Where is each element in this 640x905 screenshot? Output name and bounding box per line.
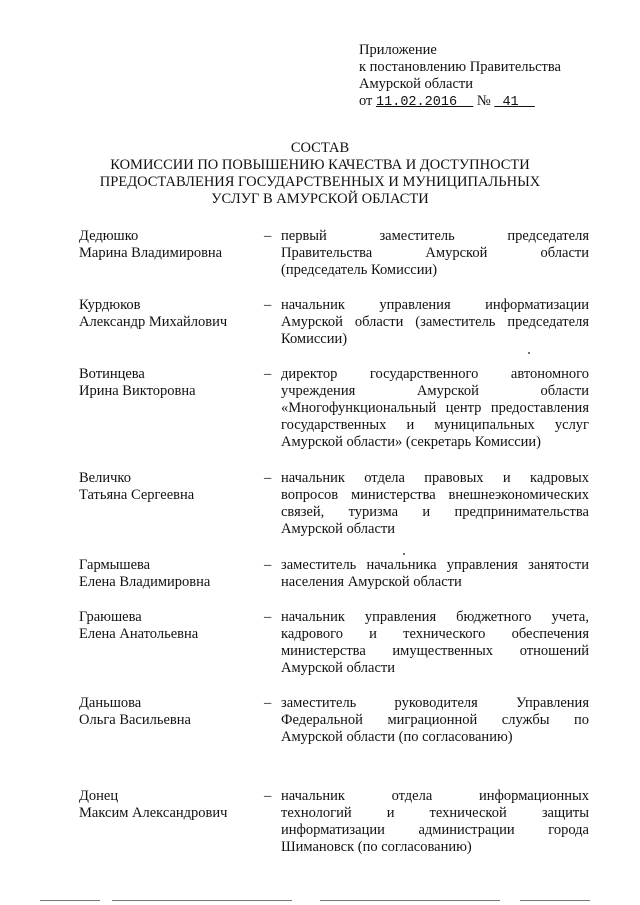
member-name [79, 470, 259, 504]
member-given-name: Елена Владимировна [79, 574, 211, 590]
member-name [79, 557, 259, 591]
position-line: информатизации администрации города [281, 822, 589, 838]
position-line: министерства имущественных отношений [281, 643, 589, 659]
member-given-name: Елена Анатольевна [79, 626, 199, 642]
position-line: начальник отдела правовых и кадровых [281, 470, 589, 486]
member-name [79, 366, 259, 400]
document-title [60, 140, 580, 208]
position-line: связей, туризма и предпринимательства [281, 504, 589, 520]
position-line: вопросов министерства внешнеэкономических [281, 487, 589, 503]
member-given-name: Максим Александрович [79, 805, 228, 821]
member-position [281, 228, 589, 279]
position-line: заместитель руководителя Управления [281, 695, 589, 711]
position-line: Шимановск (по согласованию) [281, 839, 472, 855]
scan-speck [403, 553, 405, 555]
footer-rule [40, 900, 100, 901]
position-line: Комиссии) [281, 331, 348, 347]
member-dash: – [264, 366, 272, 382]
position-line: начальник управления информатизации [281, 297, 589, 313]
member-given-name: Татьяна Сергеевна [79, 487, 195, 503]
title-line-4: УСЛУГ В АМУРСКОЙ ОБЛАСТИ [211, 191, 429, 207]
member-name [79, 788, 259, 822]
position-line: Амурской области (заместитель председателя [281, 314, 589, 330]
member-position [281, 609, 589, 677]
position-line: учреждения Амурской области [281, 383, 589, 399]
member-name [79, 297, 259, 331]
member-surname: Гармышева [79, 557, 151, 573]
member-position [281, 557, 589, 591]
scan-speck [528, 352, 530, 354]
position-line: кадрового и технического обеспечения [281, 626, 589, 642]
position-line: заместитель начальника управления занятости [281, 557, 589, 573]
appendix-resolution: к постановлению Правительства [359, 59, 561, 75]
appendix-block [359, 42, 629, 111]
footer-rule [320, 900, 500, 901]
position-line: технологий и технической защиты [281, 805, 589, 821]
member-surname: Курдюков [79, 297, 141, 313]
member-surname: Даньшова [79, 695, 142, 711]
member-dash: – [264, 609, 272, 625]
position-line: начальник управления бюджетного учета, [281, 609, 589, 625]
member-given-name: Ирина Викторовна [79, 383, 196, 399]
member-dash: – [264, 695, 272, 711]
position-line: государственных и муниципальных услуг [281, 417, 589, 433]
appendix-region: Амурской области [359, 76, 473, 92]
position-line: Правительства Амурской области [281, 245, 589, 261]
member-given-name: Марина Владимировна [79, 245, 223, 261]
member-position [281, 695, 589, 746]
member-surname: Дедюшко [79, 228, 139, 244]
member-dash: – [264, 788, 272, 804]
member-surname: Вотинцева [79, 366, 145, 382]
footer-rule [112, 900, 292, 901]
position-line: населения Амурской области [281, 574, 462, 590]
appendix-heading: Приложение [359, 42, 437, 58]
member-name [79, 609, 259, 643]
resolution-number: 41 [502, 95, 519, 110]
date-underline-pad [457, 95, 473, 110]
member-name [79, 695, 259, 729]
position-line: Амурской области» (секретарь Комиссии) [281, 434, 541, 450]
position-line: Амурской области (по согласованию) [281, 729, 513, 745]
member-given-name: Александр Михайлович [79, 314, 228, 330]
position-line: Амурской области [281, 660, 395, 676]
position-line: Амурской области [281, 521, 395, 537]
member-dash: – [264, 228, 272, 244]
member-dash: – [264, 557, 272, 573]
member-position [281, 470, 589, 538]
member-position [281, 297, 589, 348]
footer-rule [520, 900, 590, 901]
position-line: «Многофункциональный центр предоставления [281, 400, 589, 416]
member-position [281, 788, 589, 856]
member-surname: Граюшева [79, 609, 142, 625]
appendix-date-line [359, 93, 629, 111]
member-position [281, 366, 589, 451]
title-line-3: ПРЕДОСТАВЛЕНИЯ ГОСУДАРСТВЕННЫХ И МУНИЦИПАЛЬНЫХ [99, 174, 541, 190]
position-line: (председатель Комиссии) [281, 262, 438, 278]
number-prefix: № [476, 93, 491, 109]
position-line: первый заместитель председателя [281, 228, 589, 244]
position-line: Федеральной миграционной службы по [281, 712, 589, 728]
member-surname: Донец [79, 788, 119, 804]
position-line: начальник отдела информационных [281, 788, 589, 804]
resolution-date: 11.02.2016 [376, 95, 458, 110]
member-name [79, 228, 259, 262]
member-surname: Величко [79, 470, 131, 486]
position-line: директор государственного автономного [281, 366, 589, 382]
member-given-name: Ольга Васильевна [79, 712, 191, 728]
title-line-2: КОМИССИИ ПО ПОВЫШЕНИЮ КАЧЕСТВА И ДОСТУПНОСТИ [110, 157, 530, 173]
date-prefix: от [359, 93, 373, 109]
member-dash: – [264, 297, 272, 313]
title-line-1: СОСТАВ [290, 140, 350, 156]
member-dash: – [264, 470, 272, 486]
